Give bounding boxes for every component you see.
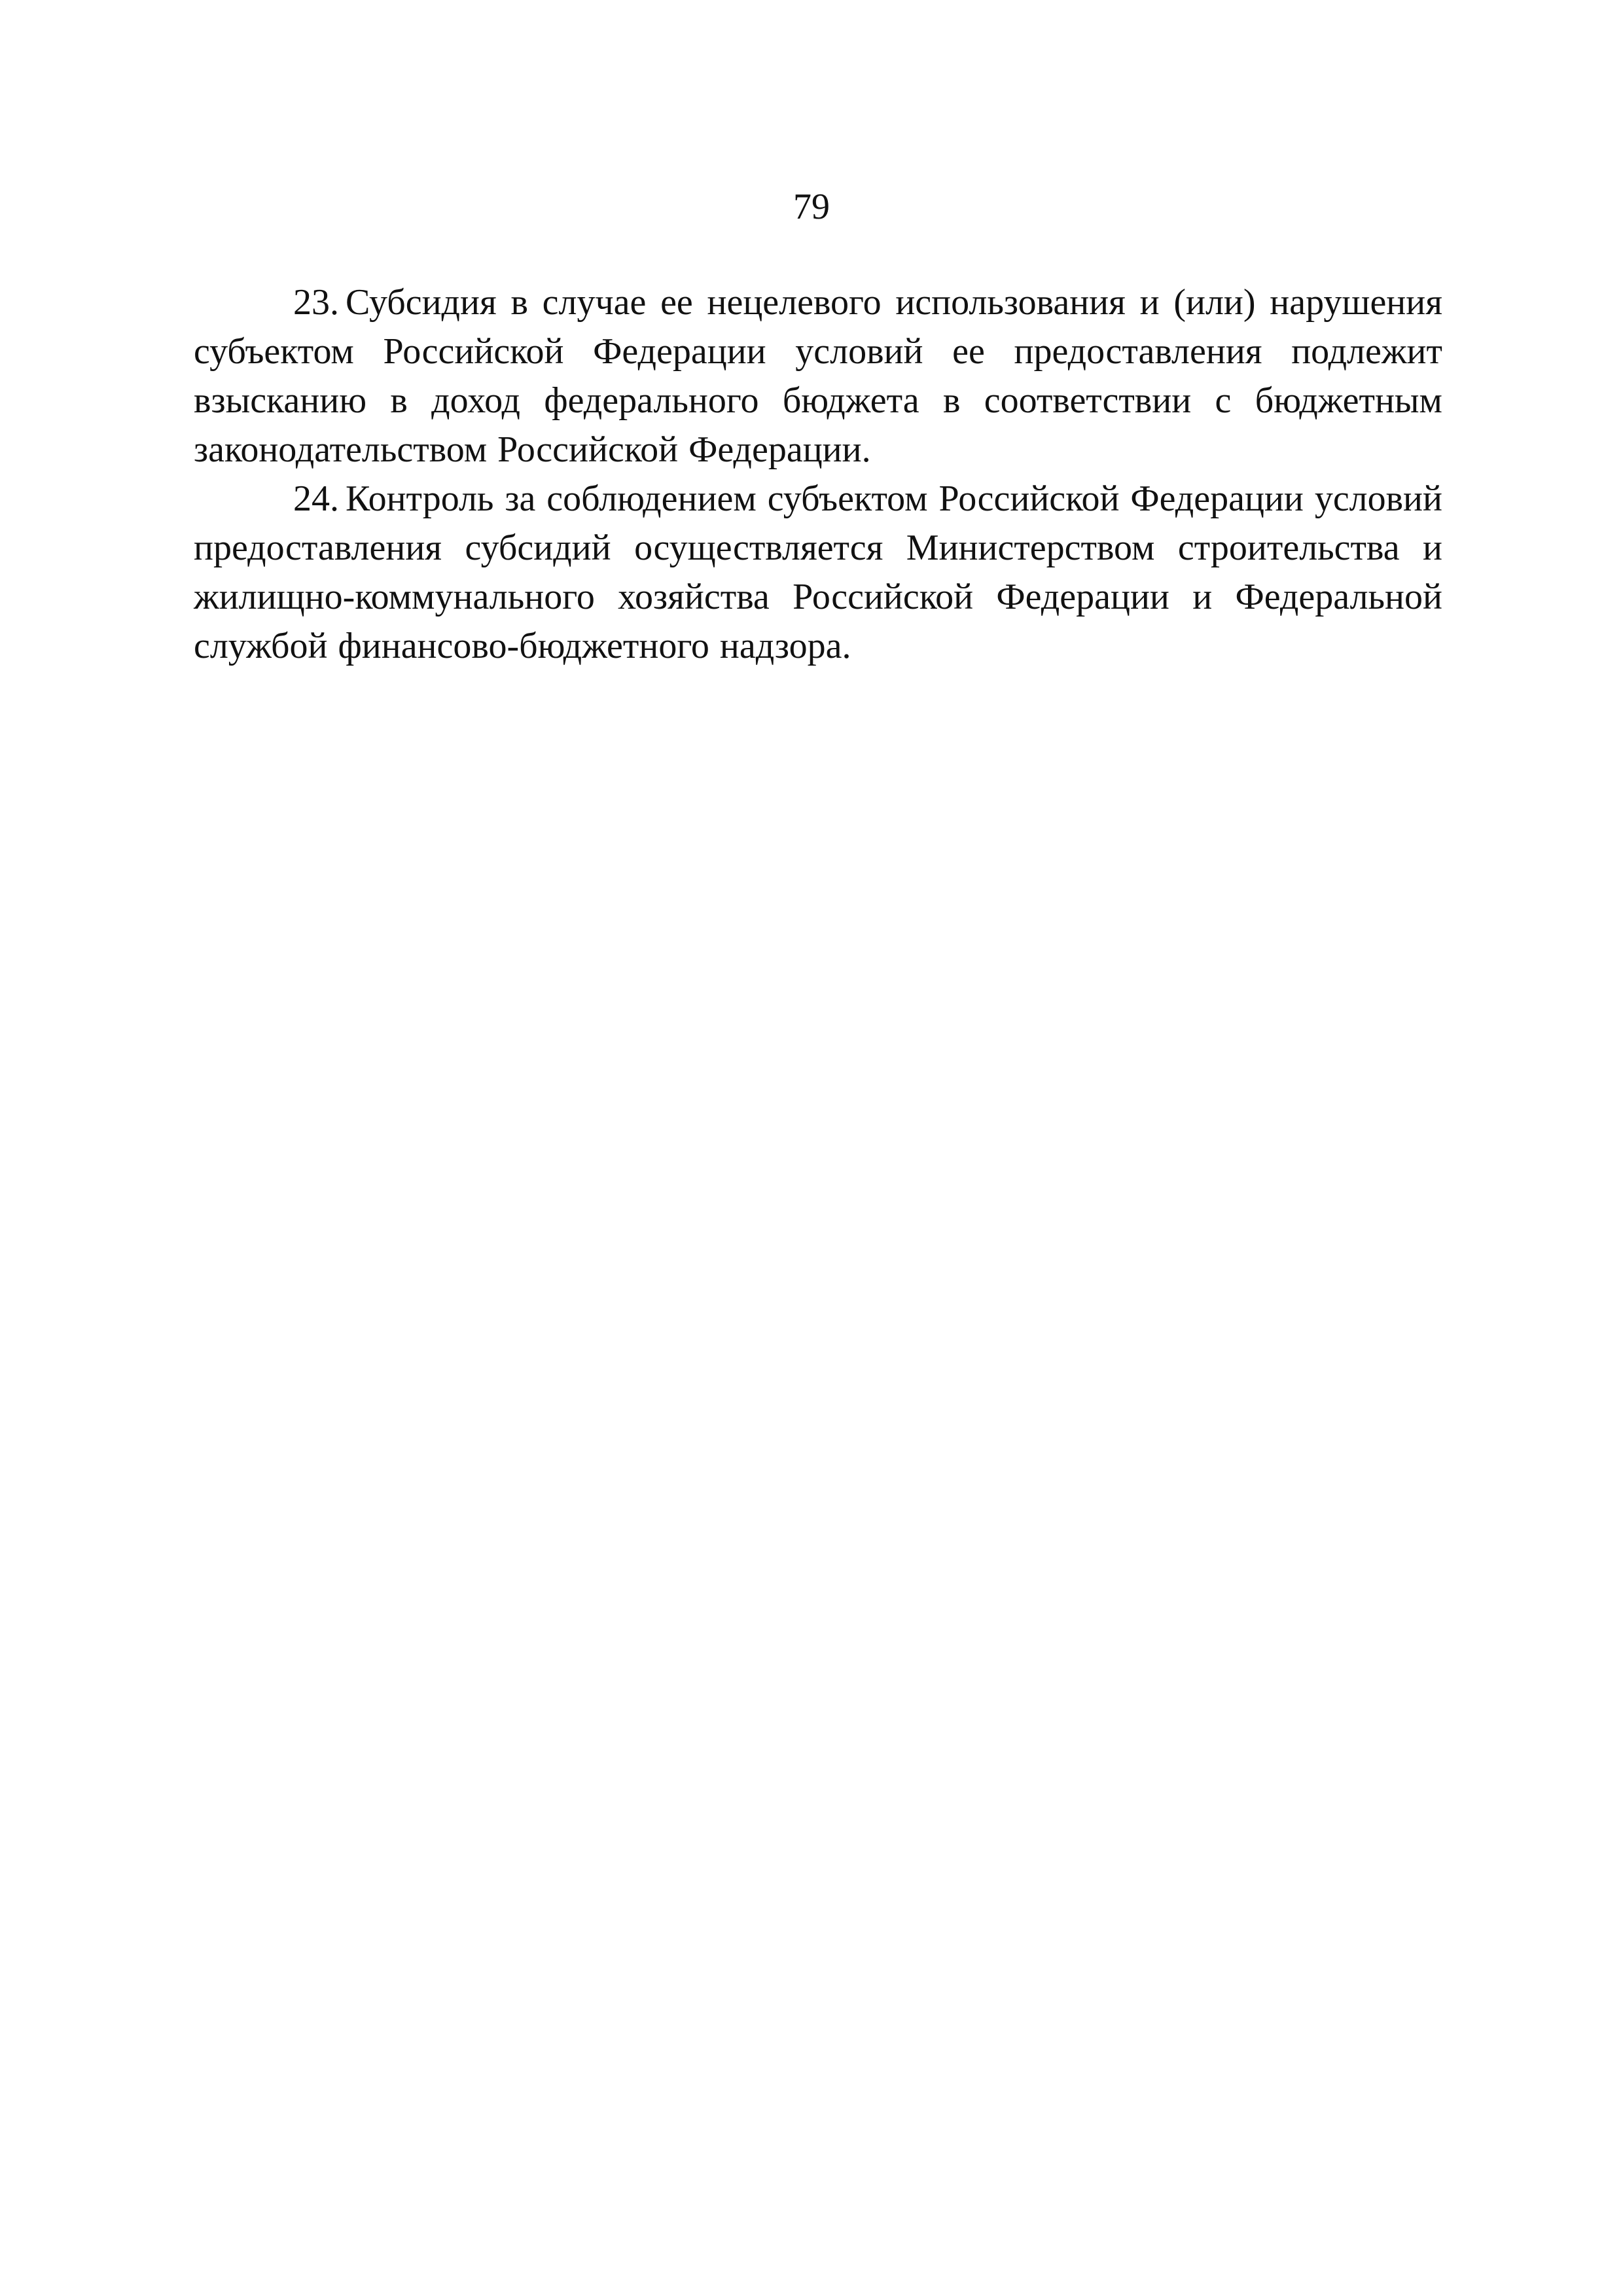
document-body [194, 278, 1442, 671]
page-number: 79 [793, 187, 830, 227]
clause-24 [194, 475, 1442, 671]
clause-text: Контроль за соблюдением субъектом Российской Федерации условий предоставления субсидий осуществляется Министерством строительства и жилищно-коммунального хозяйства Российской Федерации и Федеральной службой финансово-бюджетного надзора. [194, 478, 1442, 666]
clause-23 [194, 278, 1442, 475]
clause-number: 23. [293, 282, 339, 323]
clause-number: 24. [293, 478, 339, 519]
clause-text: Субсидия в случае ее нецелевого использования и (или) нарушения субъектом Российской Федерации условий ее предоставления подлежит взысканию в доход федерального бюджета в соответствии с бюджетным законодательством Российской Федерации. [194, 282, 1442, 470]
